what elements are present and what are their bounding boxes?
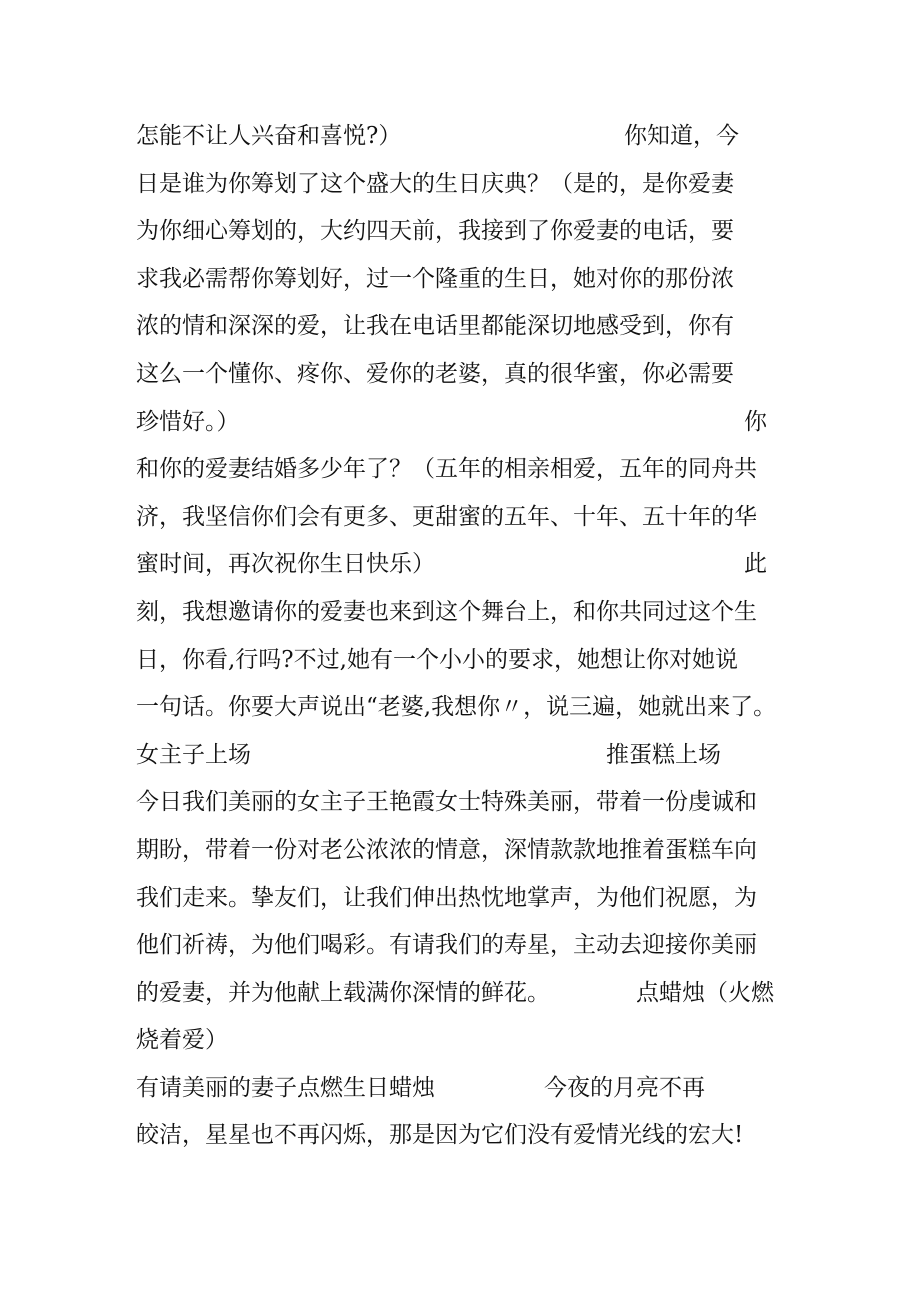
line-4-text: 求我必需帮你筹划好，过一个隆重的生日，她对你的那份浓 xyxy=(136,265,734,292)
line-7-left: 珍惜好。） xyxy=(136,408,240,435)
text-line-1 xyxy=(136,113,796,161)
text-line-7 xyxy=(136,399,796,447)
text-line-19 xyxy=(136,970,796,1018)
text-line-13 xyxy=(136,684,796,732)
text-line-4 xyxy=(136,256,796,304)
text-line-20 xyxy=(136,1017,796,1065)
line-1-right: 你知道，今 xyxy=(624,123,739,149)
line-16-text: 期盼，带着一份对老公浓浓的情意，深情款款地推着蛋糕车向 xyxy=(136,836,757,863)
text-line-3 xyxy=(136,208,796,256)
text-line-11 xyxy=(136,589,796,637)
line-14-right: 推蛋糕上场 xyxy=(606,741,721,768)
text-line-21 xyxy=(136,1065,796,1113)
line-13-text: 一句话。你要大声说出“老婆,我想你〃，说三遍，她就出来了。 xyxy=(136,694,777,721)
text-line-2 xyxy=(136,161,796,209)
line-9-text: 济，我坚信你们会有更多、更甜蜜的五年、十年、五十年的华 xyxy=(136,503,757,530)
line-11-text: 刻，我想邀请你的爱妻也来到这个舞台上，和你共同过这个生 xyxy=(136,598,757,625)
line-7-right: 你 xyxy=(744,408,767,435)
line-3-text: 为你细心筹划的，大约四天前，我接到了你爱妻的电话，要 xyxy=(136,218,734,245)
line-19-left: 的爱妻，并为他献上载满你深情的鲜花。 xyxy=(136,979,550,1006)
text-line-15 xyxy=(136,779,796,827)
line-17-text: 我们走来。挚友们，让我们伸出热忱地掌声，为他们祝愿，为 xyxy=(136,884,757,911)
text-line-8 xyxy=(136,446,796,494)
line-18-text: 他们祈祷，为他们喝彩。有请我们的寿星，主动去迎接你美丽 xyxy=(136,932,757,959)
text-line-10 xyxy=(136,541,796,589)
text-line-18 xyxy=(136,922,796,970)
line-10-right: 此 xyxy=(744,551,767,578)
text-line-6 xyxy=(136,351,796,399)
text-line-9 xyxy=(136,494,796,542)
text-line-17 xyxy=(136,875,796,923)
line-19-right: 点蜡烛（火燃 xyxy=(636,979,774,1006)
line-20-text: 烧着爱） xyxy=(136,1027,228,1054)
line-2-text: 日是谁为你筹划了这个盛大的生日庆典？（是的，是你爱妻 xyxy=(136,170,734,197)
line-8-text: 和你的爱妻结婚多少年了？（五年的相亲相爱，五年的同舟共 xyxy=(136,456,757,483)
line-6-text: 这么一个懂你、疼你、爱你的老婆，真的很华蜜，你必需要 xyxy=(136,360,734,387)
line-22-text: 皎洁，星星也不再闪烁，那是因为它们没有爱情光线的宏大! xyxy=(136,1122,744,1149)
line-14-left: 女主子上场 xyxy=(136,741,251,768)
text-line-22 xyxy=(136,1112,796,1160)
line-5-text: 浓的情和深深的爱，让我在电话里都能深切地感受到，你有 xyxy=(136,313,734,340)
line-10-left: 蜜时间，再次祝你生日快乐） xyxy=(136,551,435,578)
text-line-16 xyxy=(136,827,796,875)
line-15-text: 今日我们美丽的女主子王艳霞女士特殊美丽，带着一份虔诚和 xyxy=(136,789,757,816)
text-line-14 xyxy=(136,732,796,780)
document-body xyxy=(136,113,796,1160)
line-21-left: 有请美丽的妻子点燃生日蜡烛 xyxy=(136,1074,435,1101)
line-1-left: 怎能不让人兴奋和喜悦?） xyxy=(136,123,402,149)
text-line-12 xyxy=(136,637,796,685)
line-21-right: 今夜的月亮不再 xyxy=(544,1074,705,1101)
text-line-5 xyxy=(136,303,796,351)
line-12-text: 日，你看,行吗?不过,她有一个小小的要求，她想让你对她说 xyxy=(136,646,738,673)
